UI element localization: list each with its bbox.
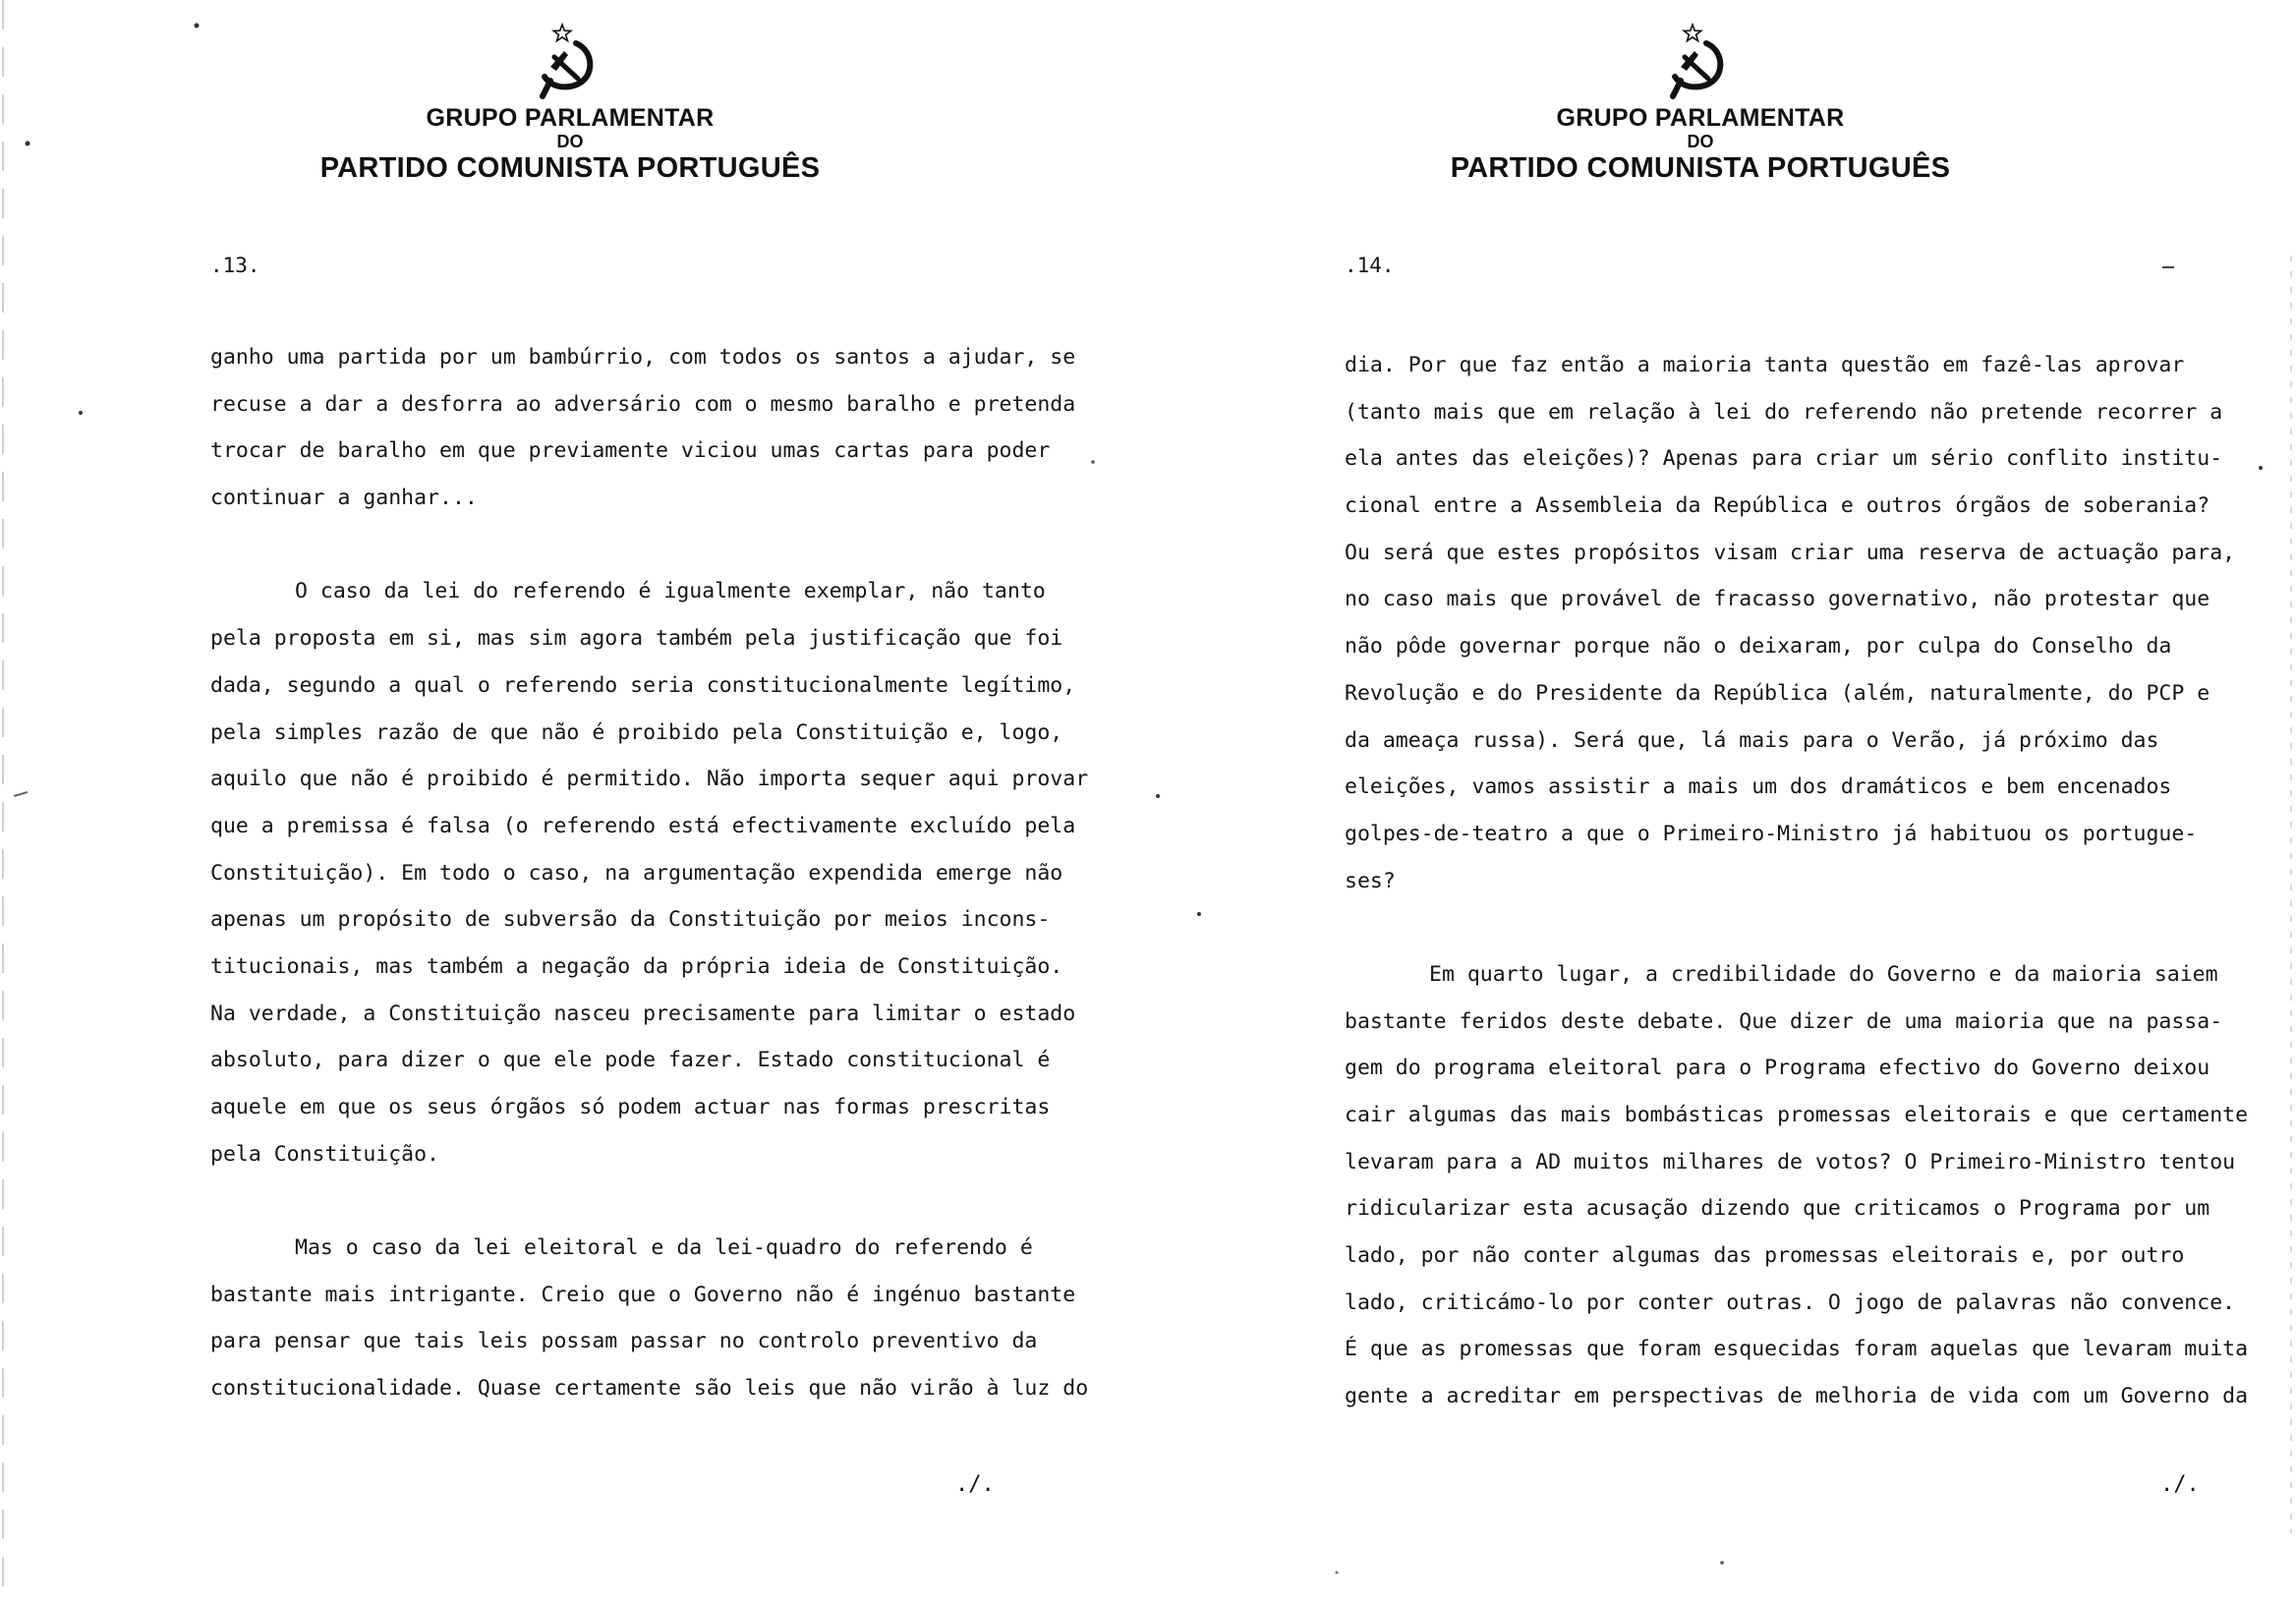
text-line: absoluto, para dizer o que ele pode fazer. Estado constitucional é (210, 1048, 1051, 1073)
text-line: cional entre a Assembleia da República e outros órgãos de soberania? (1345, 493, 2210, 519)
text-line: bastante mais intrigante. Creio que o Governo não é ingénuo bastante (210, 1282, 1076, 1307)
text-line: da ameaça russa). Será que, lá mais para o Verão, já próximo das (1345, 727, 2159, 753)
text-line: Em quarto lugar, a credibilidade do Governo e da maioria saiem (1429, 961, 2218, 987)
text-line: constitucionalidade. Quase certamente são leis que não virão à luz do (210, 1376, 1089, 1402)
text-line: continuar a ganhar... (210, 486, 478, 511)
text-line: lado, por não conter algumas das promessas eleitorais e, por outro (1345, 1243, 2185, 1269)
text-line: que a premissa é falsa (o referendo está efectivamente excluído pela (210, 813, 1076, 838)
text-line: lado, criticámo-lo por conter outras. O jogo de palavras não convence. (1345, 1289, 2236, 1315)
text-line: É que as promessas que foram esquecidas foram aquelas que levaram muita (1345, 1337, 2249, 1362)
text-line: pela proposta em si, mas sim agora também pela justificação que foi (210, 626, 1063, 652)
text-line: levaram para a AD muitos milhares de votos? O Primeiro-Ministro tentou (1345, 1149, 2236, 1174)
text-line: Mas o caso da lei eleitoral e da lei-quadro do referendo é (295, 1235, 1033, 1261)
text-line: bastante feridos deste debate. Que dizer de uma maioria que na passa- (1345, 1008, 2223, 1034)
text-line: O caso da lei do referendo é igualmente exemplar, não tanto (295, 579, 1046, 604)
letterhead-line-3: PARTIDO COMUNISTA PORTUGUÊS (319, 152, 821, 184)
continuation-mark: ./. (955, 1472, 995, 1497)
text-line: aquele em que os seus órgãos só podem actuar nas formas prescritas (210, 1095, 1051, 1119)
hammer-and-sickle-icon (1661, 22, 1740, 102)
paragraph-gap (210, 1177, 1088, 1225)
letterhead-line-3: PARTIDO COMUNISTA PORTUGUÊS (1450, 152, 1951, 184)
text-line: golpes-de-teatro a que o Primeiro-Ministro já habituou os portugue- (1345, 821, 2198, 846)
document-page-14 (1148, 0, 2296, 1604)
text-line: Ou será que estes propósitos visam criar uma reserva de actuação para, (1345, 540, 2236, 565)
text-line: ela antes das eleições)? Apenas para criar um sério conflito institu- (1345, 446, 2223, 472)
letterhead-line-1: GRUPO PARLAMENTAR (426, 104, 715, 132)
text-line: gente a acreditar em perspectivas de melhoria de vida com um Governo da (1345, 1384, 2249, 1409)
letterhead-line-2: DO (556, 132, 584, 151)
text-line: pela Constituição. (210, 1141, 439, 1167)
text-line: titucionais, mas também a negação da própria ideia de Constituição. (210, 953, 1063, 979)
text-line: no caso mais que provável de fracasso governativo, não protestar que (1345, 587, 2210, 612)
text-line: Constituição). Em todo o caso, na argumentação expendida emerge não (210, 860, 1063, 886)
text-line: ses? (1345, 868, 1396, 893)
text-line: dada, segundo a qual o referendo seria constitucionalmente legítimo, (210, 672, 1076, 698)
letterhead-line-2: DO (1687, 132, 1714, 151)
text-line: para pensar que tais leis possam passar no controlo preventivo da (210, 1329, 1038, 1354)
text-line: recuse a dar a desforra ao adversário com o mesmo baralho e pretenda (210, 391, 1076, 417)
letterhead (315, 22, 826, 185)
paragraph-gap (210, 522, 1088, 569)
text-line: gem do programa eleitoral para o Programa efectivo do Governo deixou (1345, 1056, 2210, 1081)
text-line: dia. Por que faz então a maioria tanta questão em fazê-las aprovar (1345, 353, 2185, 377)
text-line: ridicularizar esta acusação dizendo que criticamos o Programa por um (1345, 1196, 2210, 1222)
text-line: trocar de baralho em que previamente viciou umas cartas para poder (210, 438, 1051, 464)
letterhead-line-1: GRUPO PARLAMENTAR (1556, 104, 1845, 132)
text-line: eleições, vamos assistir a mais um dos dramáticos e bem encenados (1345, 774, 2172, 800)
text-line: Na verdade, a Constituição nasceu precisamente para limitar o estado (210, 1001, 1076, 1026)
text-line: aquilo que não é proibido é permitido. Não importa sequer aqui provar (210, 767, 1089, 792)
text-line: ganho uma partida por um bambúrrio, com todos os santos a ajudar, se (210, 345, 1076, 370)
page-number: .13. (210, 254, 260, 277)
text-line: cair algumas das mais bombásticas promessas eleitorais e que certamente (1345, 1103, 2249, 1127)
letterhead (1445, 22, 1956, 185)
continuation-mark: ./. (2160, 1472, 2200, 1497)
text-line: pela simples razão de que não é proibido pela Constituição e, logo, (210, 719, 1063, 745)
paragraph-gap (1345, 904, 2248, 951)
text-line: apenas um propósito de subversão da Constituição por meios incons- (210, 907, 1051, 933)
text-line: não pôde governar porque não o deixaram, por culpa do Conselho da (1345, 634, 2172, 659)
text-line: Revolução e do Presidente da República (além, naturalmente, do PCP e (1345, 680, 2210, 706)
hammer-and-sickle-icon (531, 22, 609, 102)
text-line: (tanto mais que em relação à lei do referendo não pretende recorrer a (1345, 399, 2223, 425)
page-number: .14. (1345, 254, 1395, 277)
page-body-text (1345, 342, 2248, 1420)
page-body-text (210, 334, 1088, 1412)
